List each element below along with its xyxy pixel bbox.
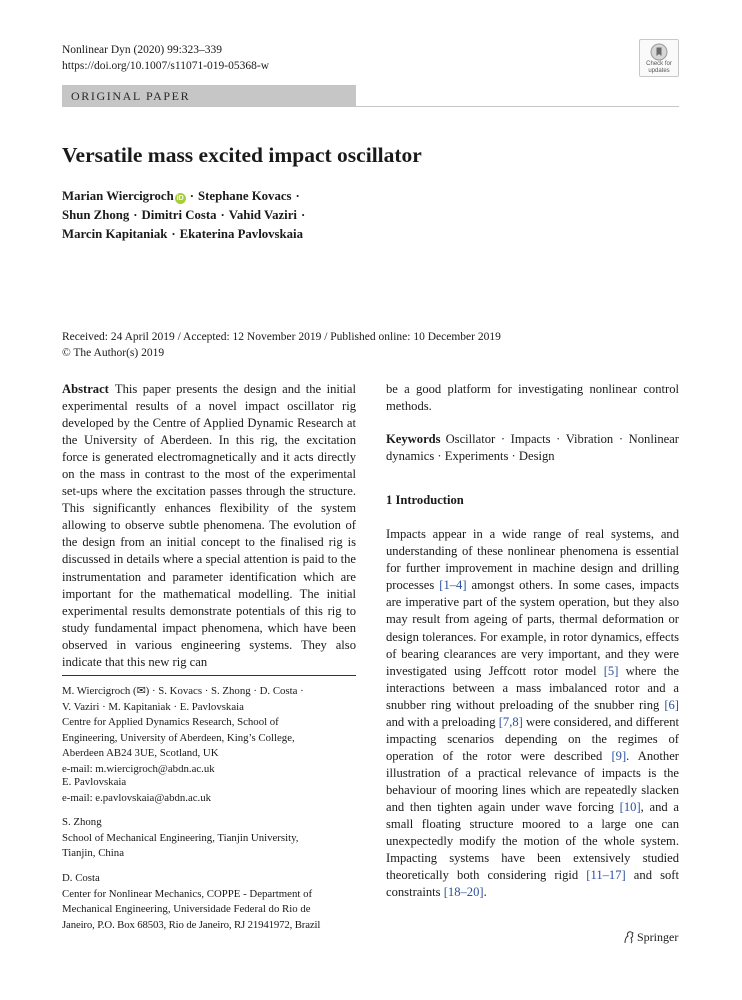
- author-name[interactable]: Vahid Vaziri: [228, 208, 297, 222]
- copyright-line: © The Author(s) 2019: [62, 346, 165, 359]
- publication-dates: [62, 330, 501, 361]
- right-column: [386, 381, 679, 901]
- affiliation-line: Aberdeen AB24 3UE, Scotland, UK: [62, 747, 219, 760]
- keywords-text: Oscillator · Impacts · Vibration · Nonlinear dynamics · Experiments · Design: [386, 432, 679, 464]
- intro-text: Impacts appear in a wide range of real systems, and understanding of these nonlinear phenomena is essential for further improvement in machine design and drilling processes: [386, 527, 679, 593]
- affiliation-line: E. Pavlovskaia: [62, 776, 127, 788]
- dates-line: Received: 24 April 2019 / Accepted: 12 November 2019 / Published online: 10 December 2019: [62, 331, 501, 343]
- author-list: [62, 187, 309, 244]
- keywords-block: [386, 431, 679, 465]
- intro-text: were considered, and different impacting scenarios depending on the regimes of operation of the rotor were described: [386, 714, 679, 763]
- intro-text: and with a preloading: [386, 714, 499, 729]
- author-separator: ·: [300, 208, 306, 222]
- check-updates-icon: [650, 43, 668, 61]
- abstract-continuation: be a good platform for investigating nonlinear control methods.: [386, 382, 679, 414]
- affiliation-line: School of Mechanical Engineering, Tianjin University,: [62, 831, 299, 844]
- author-line-3: [62, 225, 309, 244]
- springer-horse-icon: [622, 930, 635, 944]
- paper-title: Versatile mass excited impact oscillator: [62, 143, 422, 167]
- affiliation-line: Tianjin, China: [62, 847, 124, 860]
- affiliation-line: M. Wiercigroch (✉) · S. Kovacs · S. Zhong · D. Costa ·: [62, 685, 304, 697]
- intro-text: , and a small floating structure moored to a large one can unexpectedly modify the motion of the whole system. Impacting systems have been extensively studied theoretically both considering rigid: [386, 799, 679, 883]
- orcid-icon[interactable]: iD: [176, 195, 184, 202]
- author-name[interactable]: Ekaterina Pavlovskaia: [179, 227, 303, 241]
- abstract-block: [62, 381, 356, 671]
- publisher-logo: [622, 929, 678, 945]
- affiliation-line: Mechanical Engineering, Universidade Federal do Rio de: [62, 903, 311, 916]
- author-separator: ·: [189, 189, 195, 203]
- intro-text: where the interactions between a mass imbalanced rotor and a snubber ring without preloading of the snubber ring: [386, 663, 679, 712]
- check-for-updates-badge[interactable]: [639, 39, 679, 77]
- affiliation-block: [62, 815, 356, 862]
- affiliation-block: [62, 871, 356, 933]
- email-link[interactable]: e-mail: e.pavlovskaia@abdn.ac.uk: [62, 791, 212, 804]
- author-line-1: [62, 187, 309, 206]
- introduction-paragraph: [386, 526, 679, 901]
- citation-link[interactable]: [7,8]: [498, 714, 523, 729]
- author-name[interactable]: Stephane Kovacs: [198, 189, 292, 203]
- citation-link[interactable]: [9]: [611, 748, 627, 763]
- author-name[interactable]: Marian Wiercigroch: [62, 189, 174, 203]
- email-link[interactable]: e-mail: m.wiercigroch@abdn.ac.uk: [62, 762, 215, 775]
- author-name[interactable]: Marcin Kapitaniak: [62, 227, 168, 241]
- journal-volume-line: Nonlinear Dyn (2020) 99:323–339: [62, 44, 223, 56]
- author-name[interactable]: Dimitri Costa: [141, 208, 217, 222]
- author-separator: ·: [295, 189, 300, 203]
- badge-text-line2: updates: [648, 67, 670, 74]
- author-name[interactable]: Shun Zhong: [62, 208, 130, 222]
- author-line-2: [62, 206, 309, 225]
- citation-link[interactable]: [11–17]: [586, 868, 626, 883]
- header-rule: [356, 106, 679, 107]
- affiliation-rule: [62, 675, 356, 676]
- author-separator: ·: [133, 208, 138, 222]
- affiliation-block: [62, 684, 356, 778]
- abstract-label: Abstract: [62, 382, 109, 396]
- affiliation-line: D. Costa: [62, 872, 100, 884]
- affiliation-line: Engineering, University of Aberdeen, King’s College,: [62, 731, 295, 744]
- badge-text-line1: Check for: [646, 61, 672, 67]
- journal-citation: [62, 42, 269, 74]
- article-type-label: ORIGINAL PAPER: [62, 85, 356, 107]
- section-heading-introduction: 1 Introduction: [386, 493, 464, 508]
- intro-text: . Another illustration of a practical relevance of impacts is the behaviour of mooring lines which are repeatedly slacken and then tighten again under wave forcing: [386, 748, 679, 814]
- publisher-name: Springer: [637, 930, 679, 944]
- affiliation-line: Centre for Applied Dynamics Research, School of: [62, 716, 279, 729]
- affiliation-block: [62, 775, 356, 806]
- citation-link[interactable]: [5]: [603, 663, 619, 678]
- keywords-label: Keywords: [386, 432, 441, 447]
- intro-text: .: [483, 885, 487, 900]
- affiliation-line: Center for Nonlinear Mechanics, COPPE - Department of: [62, 887, 313, 900]
- author-separator: ·: [220, 208, 225, 222]
- abstract-text: This paper presents the design and the initial experimental results of a novel impact oscillator rig developed by the Centre of Applied Dynamic Research at the University of Aberdeen. In this rig, the excitation force is generated electromagnetically and it acts directly on the mass in contrast to the most of the experimental set-ups where the excitation passes through the structure. This significantly enhances flexibility of the system allowing to observe subtle phenomena. The evolution of the design from an initial concept to the finalised rig is discussed in details where a special attention is paid to the instrumentation and parameter identification which are important for the mathematical modelling. The initial experimental results demonstrate potentials of this rig to study fundamental impact phenomena, which have been observed in various engineering systems. They also indicate that this new rig can: [62, 382, 356, 669]
- author-separator: ·: [171, 227, 176, 241]
- affiliation-line: V. Vaziri · M. Kapitaniak · E. Pavlovskaia: [62, 700, 244, 713]
- citation-link[interactable]: [18–20]: [443, 885, 484, 900]
- intro-text: and soft constraints: [386, 868, 679, 900]
- citation-link[interactable]: [10]: [619, 799, 641, 814]
- citation-link[interactable]: [1–4]: [439, 578, 467, 593]
- citation-link[interactable]: [6]: [664, 697, 679, 712]
- doi-link[interactable]: https://doi.org/10.1007/s11071-019-05368-w: [62, 60, 269, 72]
- affiliation-line: S. Zhong: [62, 816, 102, 828]
- intro-text: amongst others. In some cases, impacts are imperative part of the system operation, but they also may result from ageing of parts, thermal deformation or design tolerances. For example, in rotor dynamics, effects of bearing clearances are very important, and they were investigated using Jeffcott rotor model: [386, 578, 679, 678]
- affiliation-line: Janeiro, P.O. Box 68503, Rio de Janeiro, RJ 21941972, Brazil: [62, 918, 321, 931]
